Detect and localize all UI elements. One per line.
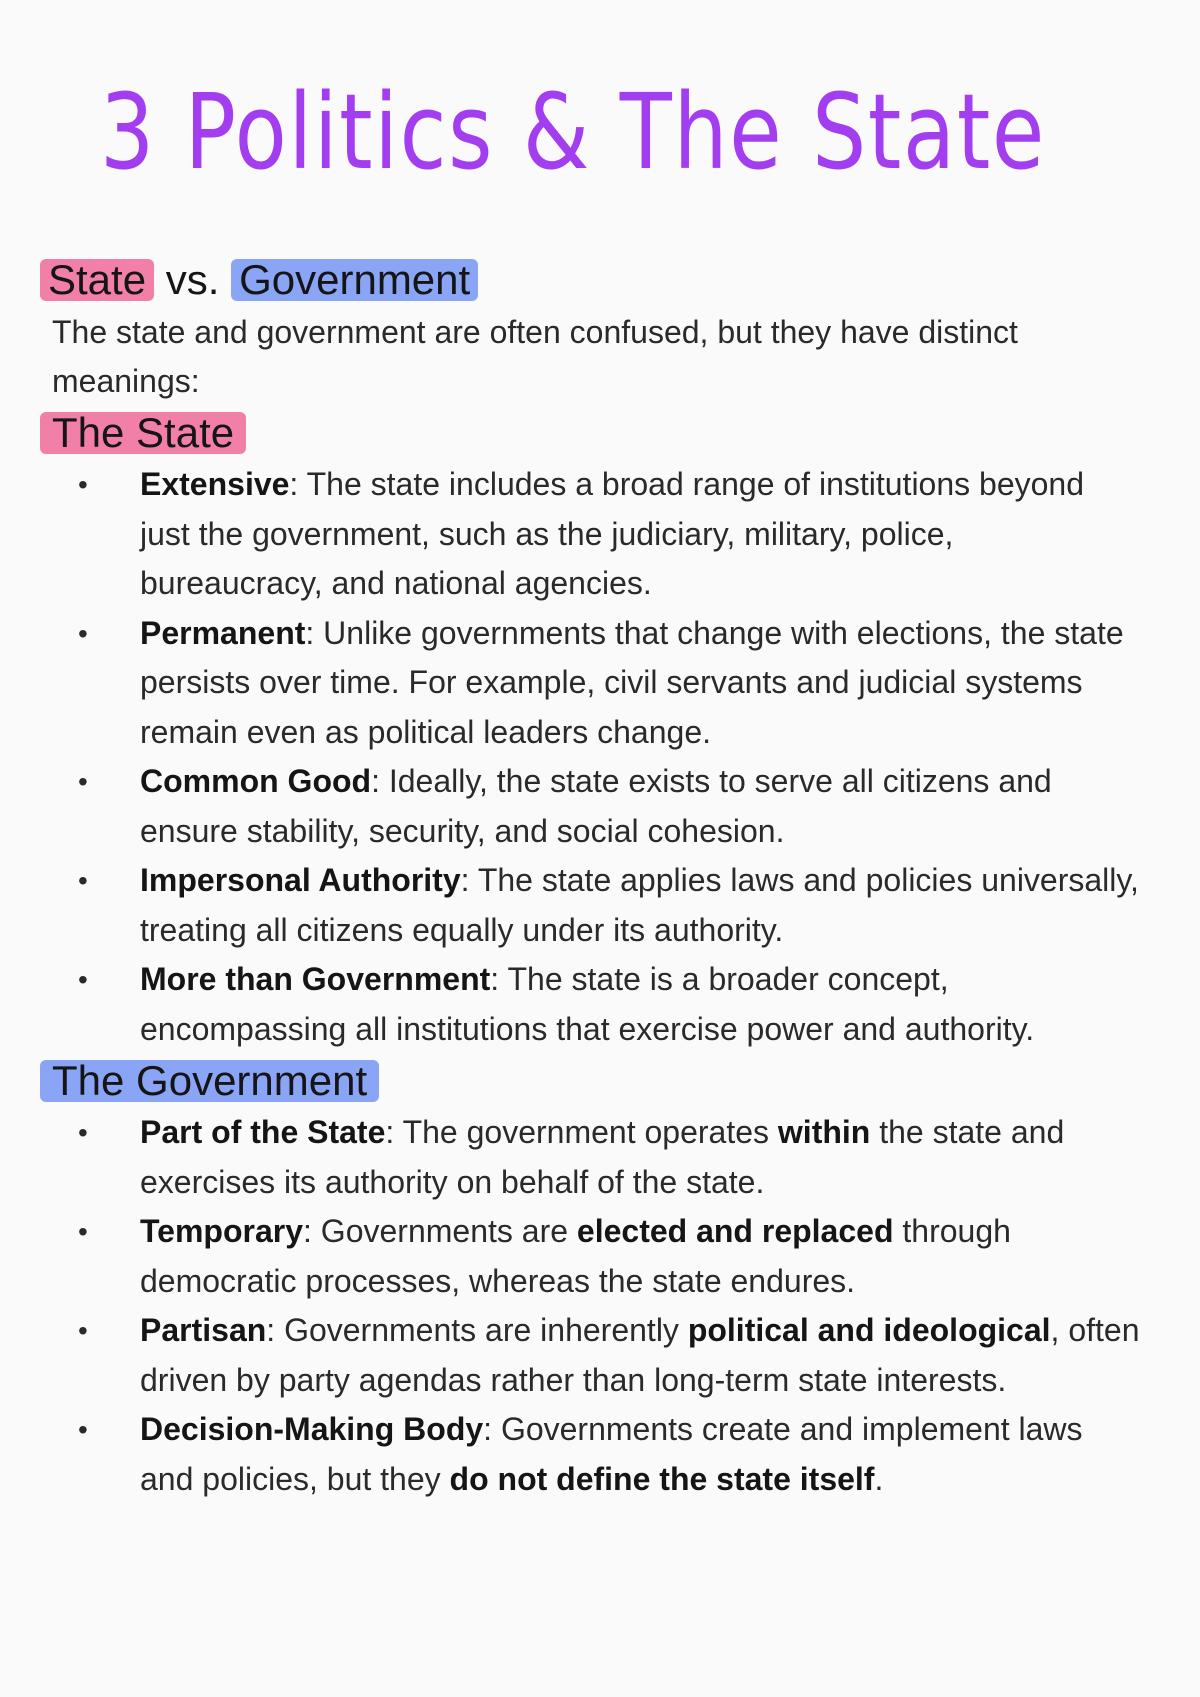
state-heading-highlight: The State bbox=[40, 412, 246, 454]
item-term: Temporary bbox=[140, 1213, 304, 1249]
item-term: Part of the State bbox=[140, 1114, 386, 1150]
state-list bbox=[40, 460, 1160, 1054]
government-item-part-of-state bbox=[40, 1108, 1140, 1207]
item-term: More than Government bbox=[140, 961, 491, 997]
item-term: Partisan bbox=[140, 1312, 267, 1348]
state-section-heading bbox=[40, 406, 1160, 460]
item-emphasis: do not define the state itself bbox=[449, 1460, 875, 1497]
vs-text: vs. bbox=[165, 256, 220, 303]
state-item-more-than-government bbox=[40, 955, 1140, 1054]
government-item-partisan bbox=[40, 1306, 1140, 1405]
item-text: : Governments are inherently bbox=[266, 1312, 688, 1348]
page-title: 3 Politics & The State bbox=[100, 71, 1047, 193]
bullet-icon: • bbox=[78, 964, 88, 995]
item-emphasis: political and ideological bbox=[687, 1312, 1051, 1348]
item-term: Extensive bbox=[140, 466, 290, 502]
state-item-permanent bbox=[40, 609, 1140, 758]
bullet-icon: • bbox=[78, 1315, 88, 1346]
item-text: . bbox=[874, 1460, 884, 1497]
item-text: , often driven by party agendas rather than long-term state interests. bbox=[140, 1312, 1140, 1398]
government-item-decision-making-body bbox=[40, 1405, 1140, 1504]
main-heading bbox=[40, 252, 1160, 308]
bullet-icon: • bbox=[78, 1216, 88, 1247]
bullet-icon: • bbox=[78, 1414, 88, 1445]
item-text: the state and exercises its authority on behalf of the state. bbox=[140, 1114, 1065, 1200]
item-text: : The state applies laws and policies universally, treating all citizens equally under its authority. bbox=[140, 862, 1139, 948]
intro-paragraph: The state and government are often confused, but they have distinct meanings: bbox=[52, 314, 1018, 399]
item-text: : Governments create and implement laws and policies, but they bbox=[140, 1411, 1083, 1497]
bullet-icon: • bbox=[78, 469, 88, 500]
item-term: Impersonal Authority bbox=[140, 862, 461, 898]
bullet-icon: • bbox=[78, 766, 88, 797]
item-text: : Unlike governments that change with elections, the state persists over time. For example, civil servants and judicial systems remain even as political leaders change. bbox=[140, 614, 1124, 750]
item-text: : Governments are bbox=[303, 1213, 577, 1249]
item-text: : Ideally, the state exists to serve all citizens and ensure stability, security, and social cohesion. bbox=[140, 763, 1052, 849]
item-text: : The state includes a broad range of institutions beyond just the government, such as the judiciary, military, police, bureaucracy, and national agencies. bbox=[140, 466, 1085, 601]
item-term: Decision-Making Body bbox=[140, 1411, 484, 1447]
bullet-icon: • bbox=[78, 1117, 88, 1148]
item-text: : The state is a broader concept, encompassing all institutions that exercise power and authority. bbox=[140, 961, 1035, 1047]
notes-content bbox=[40, 252, 1160, 1504]
state-highlight: State bbox=[40, 259, 154, 301]
bullet-icon: • bbox=[78, 865, 88, 896]
item-text: through democratic processes, whereas the state endures. bbox=[140, 1213, 1011, 1299]
item-text: : The government operates bbox=[385, 1114, 778, 1150]
government-highlight: Government bbox=[231, 259, 478, 301]
item-emphasis: within bbox=[777, 1114, 871, 1150]
government-list bbox=[40, 1108, 1160, 1504]
bullet-icon: • bbox=[78, 617, 88, 649]
state-item-impersonal-authority bbox=[40, 856, 1140, 955]
government-heading-highlight: The Government bbox=[40, 1060, 379, 1102]
item-emphasis: elected and replaced bbox=[576, 1213, 894, 1249]
item-term: Common Good bbox=[140, 763, 372, 799]
state-item-extensive bbox=[40, 460, 1140, 609]
government-item-temporary bbox=[40, 1207, 1140, 1306]
government-section-heading bbox=[40, 1054, 1160, 1108]
item-term: Permanent bbox=[140, 614, 306, 651]
state-item-common-good bbox=[40, 757, 1140, 856]
